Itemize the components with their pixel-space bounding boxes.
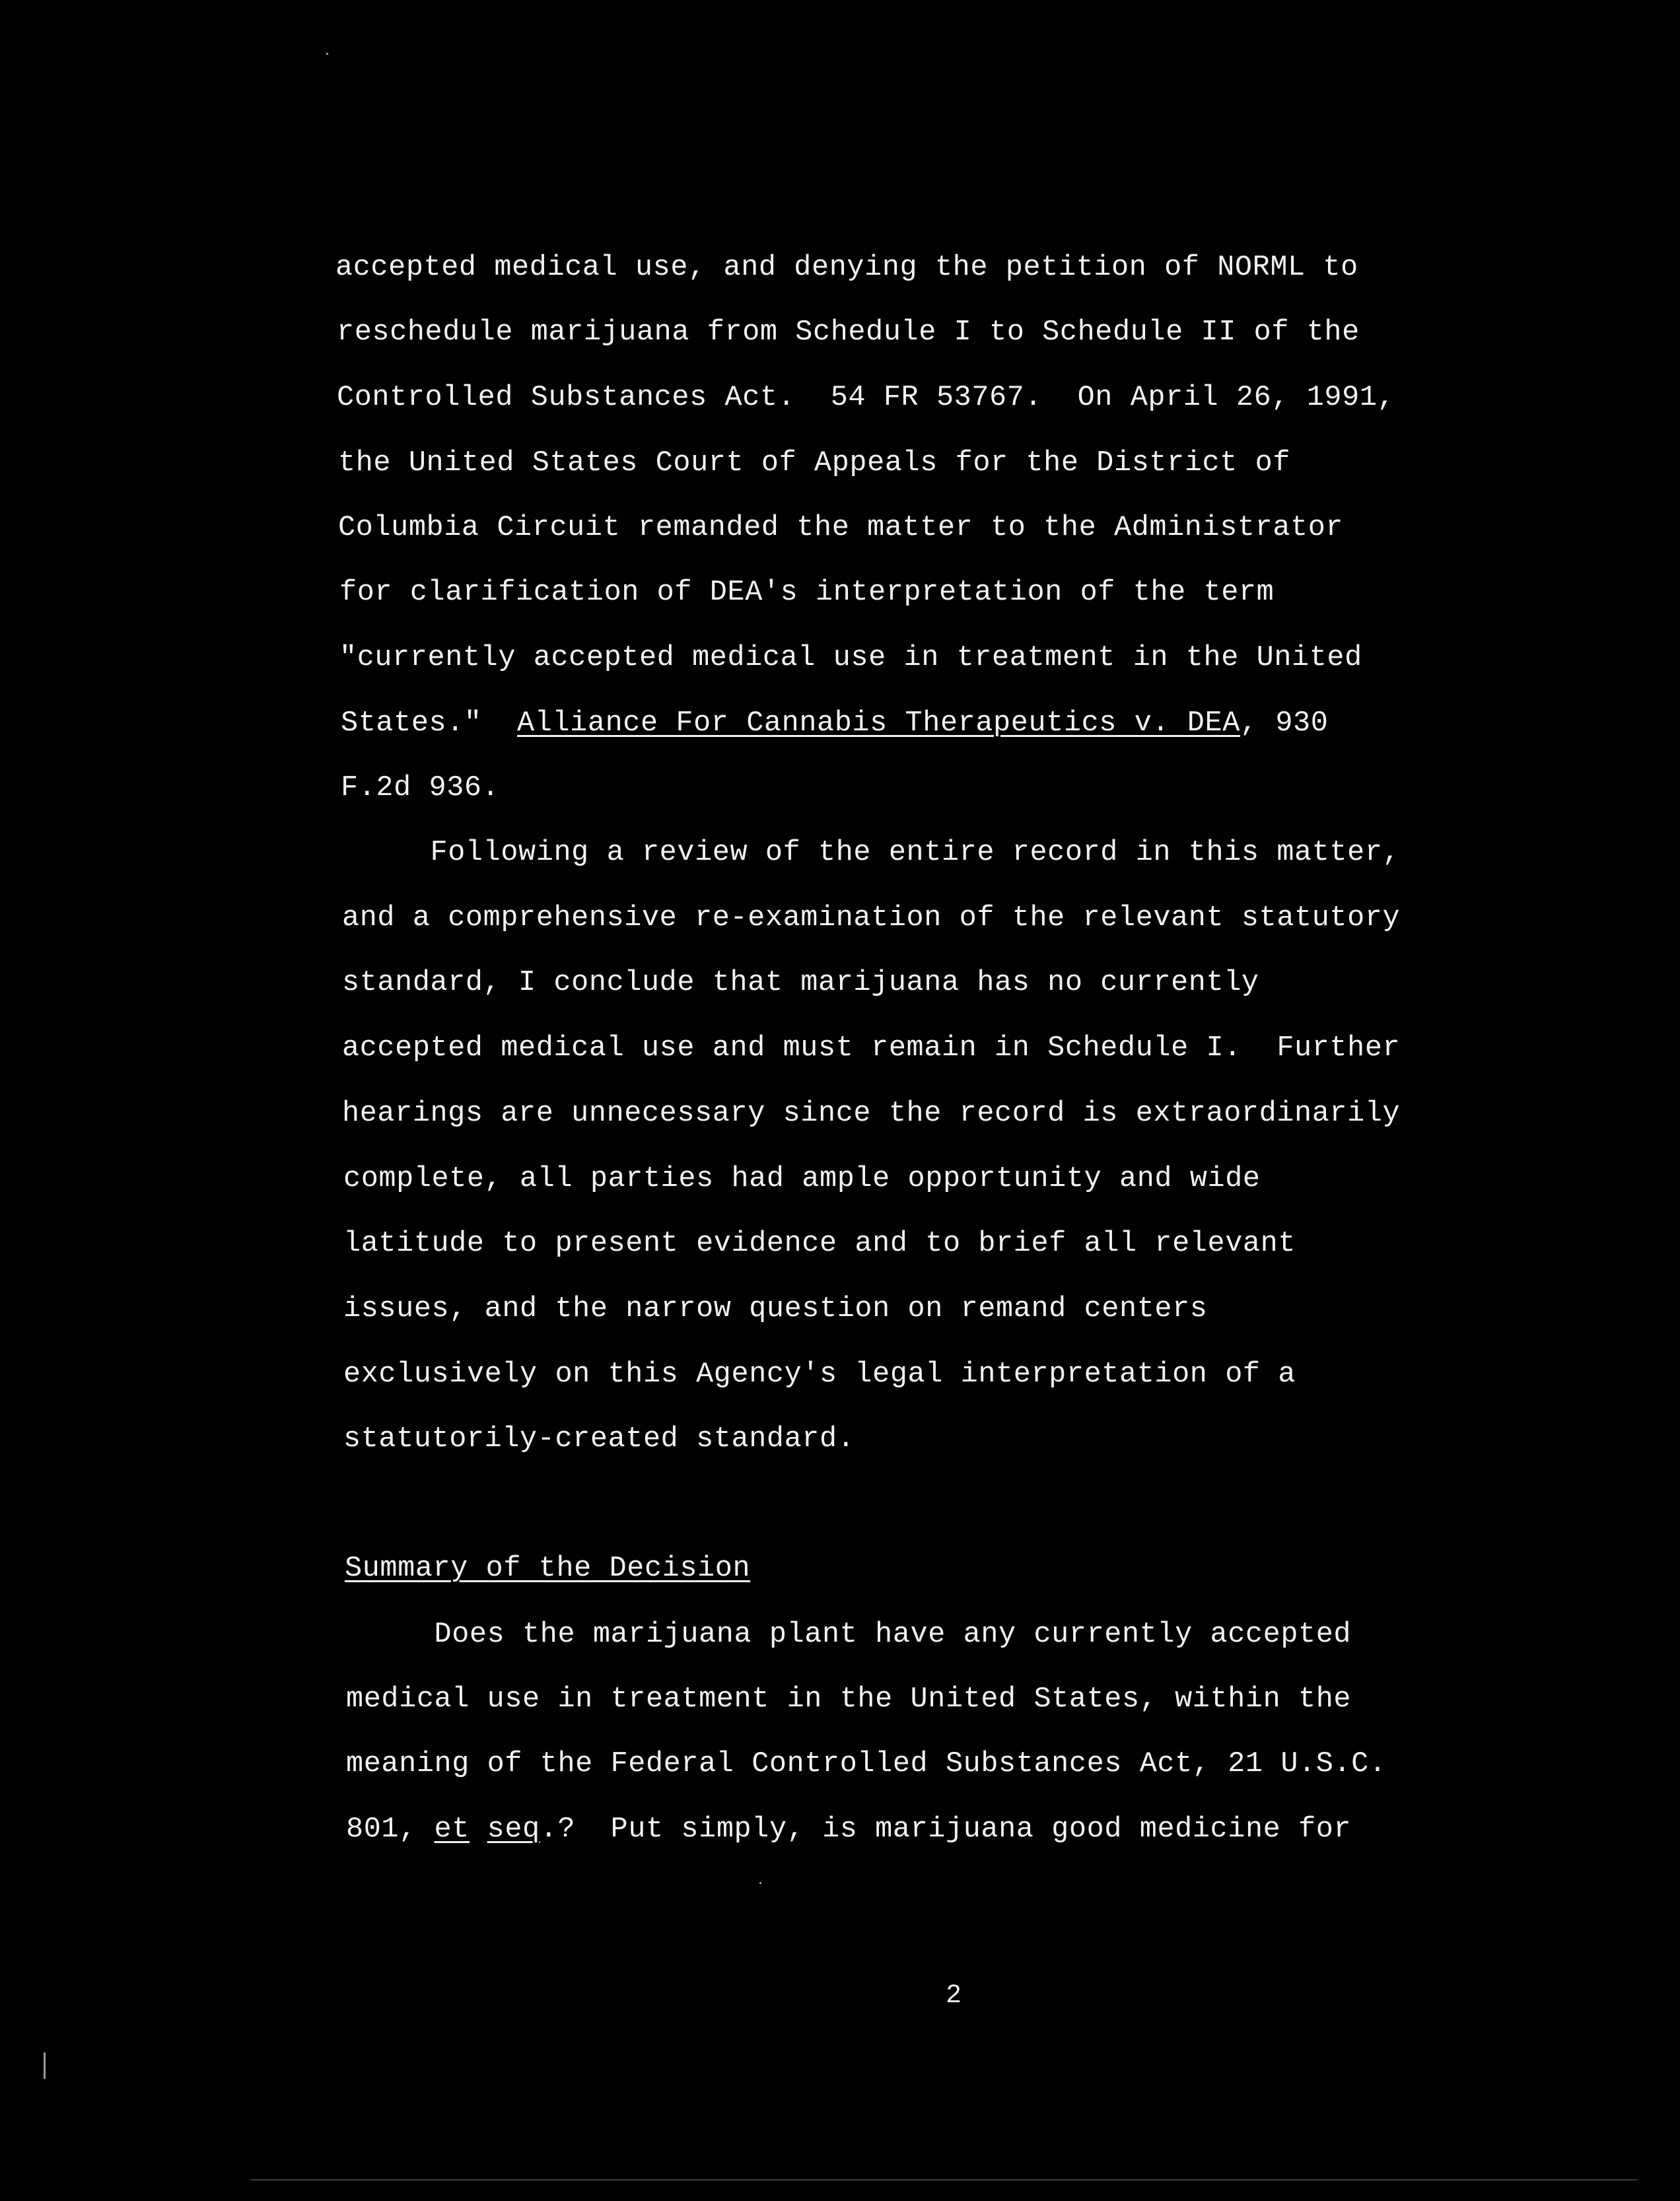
paragraph-3-line-3: meaning of the Federal Controlled Substances Act, 21 U.S.C. — [346, 1748, 1387, 1780]
paragraph-1-line-1: accepted medical use, and denying the petition of NORML to — [335, 252, 1358, 284]
line-8-start-text: States." — [341, 707, 518, 740]
et-abbreviation: et — [434, 1813, 470, 1846]
word-space — [470, 1813, 487, 1846]
section-heading: Summary of the Decision — [345, 1553, 751, 1585]
paragraph-3-line-2: medical use in treatment in the United States, within the — [346, 1683, 1352, 1716]
paragraph-3-line-4 — [346, 1813, 1351, 1847]
paragraph-1-line-7: "currently accepted medical use in treatment in the United — [339, 642, 1362, 674]
page-number: 2 — [946, 1981, 962, 2011]
paragraph-2-line-8: issues, and the narrow question on remand centers — [343, 1293, 1208, 1325]
paragraph-1-line-8 — [341, 707, 1328, 741]
paragraph-1-line-9: F.2d 936. — [341, 772, 500, 804]
paragraph-2-line-6: complete, all parties had ample opportunity and wide — [343, 1163, 1261, 1195]
paragraph-1-line-4: the United States Court of Appeals for the District of — [338, 447, 1291, 479]
paragraph-2-line-1: Following a review of the entire record in this matter, — [342, 837, 1401, 869]
scan-speck — [326, 53, 328, 55]
line-4-start-text: 801, — [346, 1813, 435, 1846]
case-citation-name: Alliance For Cannabis Therapeutics v. DEA — [517, 707, 1240, 740]
paragraph-1-line-5: Columbia Circuit remanded the matter to the Administrator — [338, 512, 1344, 544]
paragraph-2-line-2: and a comprehensive re-examination of the relevant statutory — [342, 902, 1401, 934]
scan-speck — [759, 1882, 761, 1884]
paragraph-2-line-3: standard, I conclude that marijuana has no currently — [342, 967, 1259, 999]
paragraph-3-line-1: Does the marijuana plant have any currently accepted — [346, 1619, 1352, 1651]
paragraph-1-line-2: reschedule marijuana from Schedule I to Schedule II of the — [337, 316, 1360, 349]
scan-edge-line — [251, 2179, 1638, 2181]
paragraph-1-line-6: for clarification of DEA's interpretation of the term — [339, 576, 1275, 609]
scan-speck — [44, 2052, 46, 2079]
paragraph-2-line-5: hearings are unnecessary since the record is extraordinarily — [342, 1098, 1401, 1130]
paragraph-2-line-10: statutorily-created standard. — [343, 1423, 855, 1455]
paragraph-2-line-4: accepted medical use and must remain in Schedule I. Further — [342, 1032, 1401, 1065]
line-8-end-text: , 930 — [1240, 707, 1329, 740]
seq-abbreviation: seq — [487, 1813, 540, 1846]
paragraph-2-line-7: latitude to present evidence and to brief all relevant — [343, 1228, 1296, 1260]
paragraph-1-line-3: Controlled Substances Act. 54 FR 53767. On April 26, 1991, — [337, 382, 1395, 414]
paragraph-2-line-9: exclusively on this Agency's legal interpretation of a — [343, 1358, 1296, 1391]
line-4-end-text: .? Put simply, is marijuana good medicine for — [540, 1813, 1352, 1846]
